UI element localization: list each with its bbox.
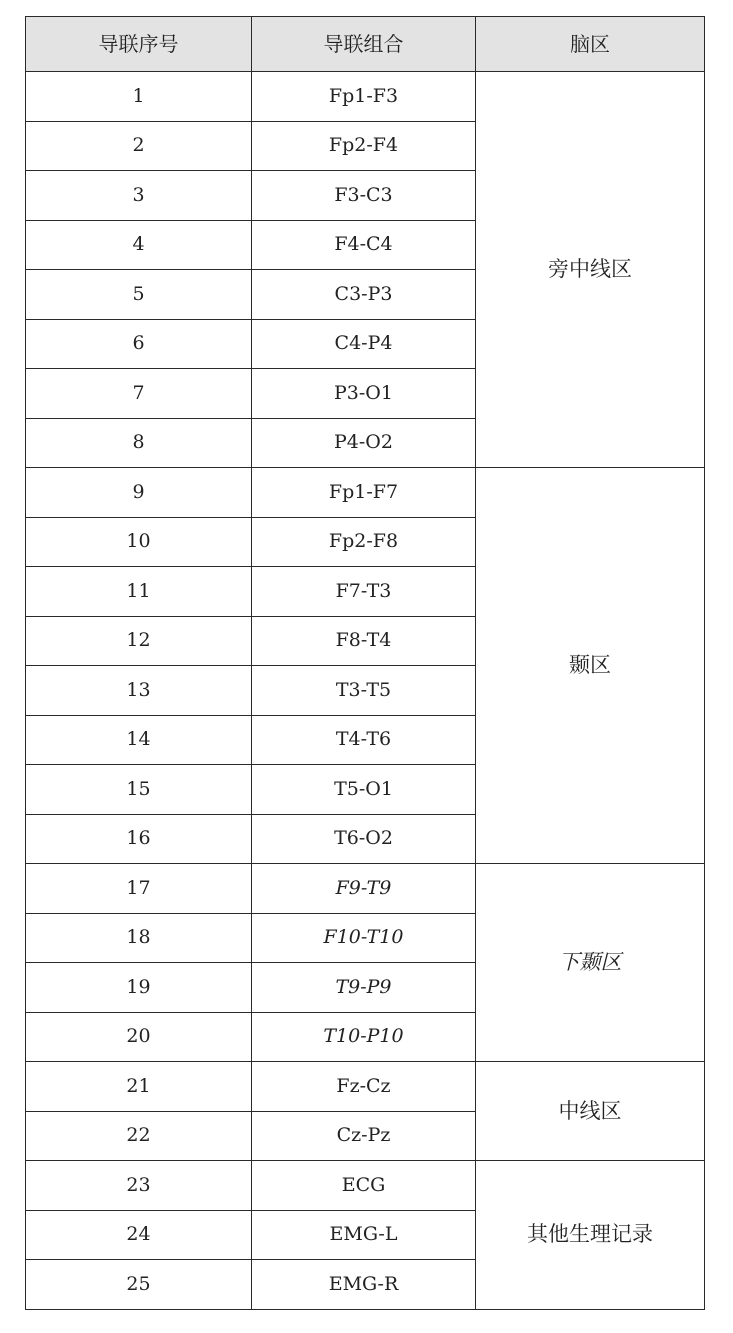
lead-number-cell: 4 (26, 220, 252, 270)
table-row (26, 468, 705, 518)
lead-number-cell: 19 (26, 963, 252, 1013)
lead-combination-cell: Fp1-F3 (252, 72, 476, 122)
header-lead-combination: 导联组合 (252, 17, 476, 72)
lead-number-cell: 17 (26, 864, 252, 914)
montage-table (25, 16, 705, 1310)
lead-combination-cell: P4-O2 (252, 418, 476, 468)
lead-combination-cell: P3-O1 (252, 369, 476, 419)
table-row (26, 72, 705, 122)
table-row (26, 1161, 705, 1211)
header-brain-region: 脑区 (476, 17, 705, 72)
lead-combination-cell: T9-P9 (252, 963, 476, 1013)
lead-combination-cell: Fp2-F8 (252, 517, 476, 567)
lead-combination-cell: EMG-L (252, 1210, 476, 1260)
lead-combination-cell: Cz-Pz (252, 1111, 476, 1161)
lead-number-cell: 20 (26, 1012, 252, 1062)
lead-number-cell: 15 (26, 765, 252, 815)
lead-combination-cell: T4-T6 (252, 715, 476, 765)
lead-combination-cell: F4-C4 (252, 220, 476, 270)
lead-number-cell: 14 (26, 715, 252, 765)
table-header (26, 17, 705, 72)
lead-combination-cell: T3-T5 (252, 666, 476, 716)
lead-number-cell: 25 (26, 1260, 252, 1310)
lead-number-cell: 5 (26, 270, 252, 320)
table-row (26, 864, 705, 914)
montage-table-container (25, 16, 704, 1310)
lead-number-cell: 2 (26, 121, 252, 171)
lead-number-cell: 21 (26, 1062, 252, 1112)
lead-combination-cell: F10-T10 (252, 913, 476, 963)
header-lead-number: 导联序号 (26, 17, 252, 72)
lead-combination-cell: F7-T3 (252, 567, 476, 617)
lead-combination-cell: Fp2-F4 (252, 121, 476, 171)
brain-region-cell: 中线区 (476, 1062, 705, 1161)
lead-combination-cell: F9-T9 (252, 864, 476, 914)
lead-combination-cell: T10-P10 (252, 1012, 476, 1062)
lead-combination-cell: C4-P4 (252, 319, 476, 369)
lead-combination-cell: EMG-R (252, 1260, 476, 1310)
lead-combination-cell: Fz-Cz (252, 1062, 476, 1112)
lead-combination-cell: ECG (252, 1161, 476, 1211)
lead-number-cell: 8 (26, 418, 252, 468)
lead-number-cell: 12 (26, 616, 252, 666)
lead-number-cell: 23 (26, 1161, 252, 1211)
lead-number-cell: 1 (26, 72, 252, 122)
lead-number-cell: 22 (26, 1111, 252, 1161)
lead-number-cell: 6 (26, 319, 252, 369)
lead-combination-cell: T5-O1 (252, 765, 476, 815)
lead-number-cell: 3 (26, 171, 252, 221)
header-row (26, 17, 705, 72)
lead-number-cell: 10 (26, 517, 252, 567)
lead-combination-cell: F3-C3 (252, 171, 476, 221)
table-body (26, 72, 705, 1310)
lead-number-cell: 13 (26, 666, 252, 716)
lead-number-cell: 24 (26, 1210, 252, 1260)
table-row (26, 1062, 705, 1112)
brain-region-cell: 颞区 (476, 468, 705, 864)
lead-combination-cell: C3-P3 (252, 270, 476, 320)
lead-number-cell: 18 (26, 913, 252, 963)
brain-region-cell: 下颞区 (476, 864, 705, 1062)
lead-combination-cell: T6-O2 (252, 814, 476, 864)
lead-number-cell: 11 (26, 567, 252, 617)
lead-number-cell: 9 (26, 468, 252, 518)
brain-region-cell: 其他生理记录 (476, 1161, 705, 1310)
brain-region-cell: 旁中线区 (476, 72, 705, 468)
lead-combination-cell: F8-T4 (252, 616, 476, 666)
lead-number-cell: 7 (26, 369, 252, 419)
lead-combination-cell: Fp1-F7 (252, 468, 476, 518)
lead-number-cell: 16 (26, 814, 252, 864)
